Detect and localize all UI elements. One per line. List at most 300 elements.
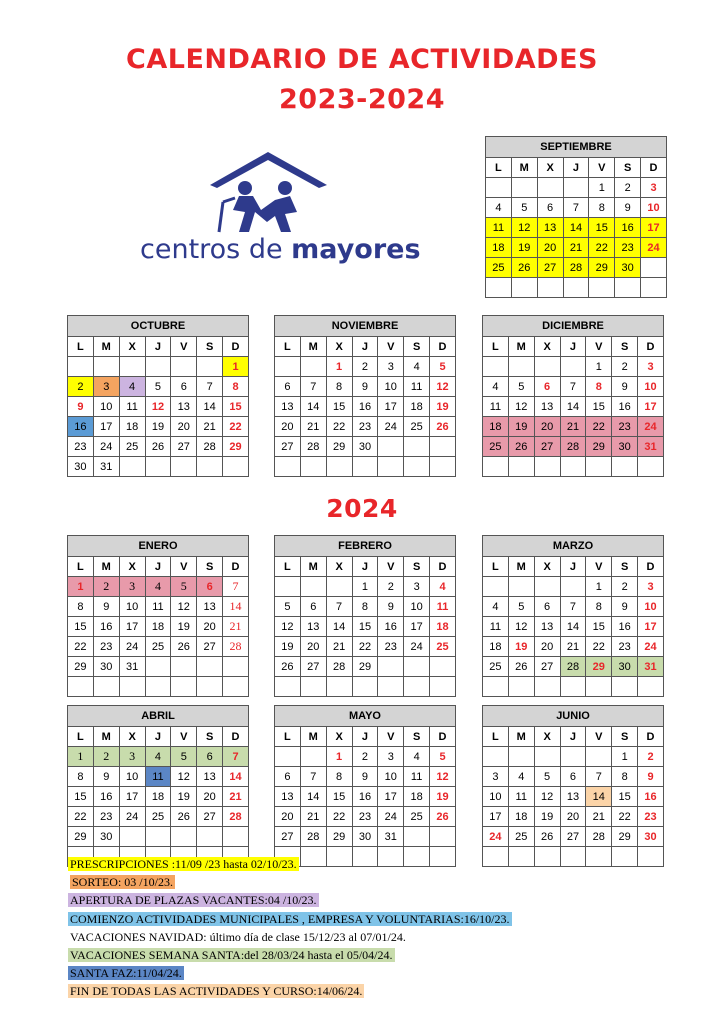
empty-cell [508,457,534,477]
empty-cell [404,677,430,697]
weekday-header: V [171,727,197,747]
empty-cell [483,357,509,377]
weekday-header: J [352,727,378,747]
empty-cell [68,357,94,377]
empty-cell [145,657,171,677]
empty-cell [560,847,586,867]
day-cell: 16 [352,397,378,417]
day-cell: 2 [93,577,119,597]
weekday-header: S [197,727,223,747]
empty-cell [508,357,534,377]
empty-cell [93,357,119,377]
empty-cell [586,747,612,767]
month-name: NOVIEMBRE [275,316,456,337]
day-cell: 29 [589,258,615,278]
empty-cell [483,577,509,597]
day-cell: 2 [352,747,378,767]
empty-cell [223,677,249,697]
day-cell: 11 [483,617,509,637]
day-cell: 27 [534,437,560,457]
weekday-header: M [300,557,326,577]
empty-cell [486,278,512,298]
day-cell: 17 [119,787,145,807]
day-cell: 23 [352,807,378,827]
empty-cell [171,357,197,377]
day-cell: 9 [93,597,119,617]
weekday-header: X [326,337,352,357]
day-cell: 23 [68,437,94,457]
empty-cell [378,457,404,477]
empty-cell [508,847,534,867]
day-cell: 6 [171,377,197,397]
day-cell: 21 [563,238,589,258]
weekday-header: D [638,337,664,357]
month-junio [482,705,664,867]
day-cell: 18 [404,787,430,807]
empty-cell [508,677,534,697]
day-cell: 17 [378,397,404,417]
day-cell: 13 [197,767,223,787]
day-cell: 19 [275,637,301,657]
day-cell: 16 [93,787,119,807]
legend-item: FIN DE TODAS LAS ACTIVIDADES Y CURSO:14/06/24. [70,984,363,999]
weekday-header: L [68,557,94,577]
day-cell: 25 [404,417,430,437]
day-cell: 10 [638,597,664,617]
day-cell: 19 [171,787,197,807]
empty-cell [197,677,223,697]
empty-cell [560,357,586,377]
empty-cell [352,677,378,697]
empty-cell [197,457,223,477]
legend-item: VACACIONES NAVIDAD: último día de clase 15/12/23 al 07/01/24. [70,929,406,944]
day-cell: 31 [93,457,119,477]
day-cell: 23 [638,807,664,827]
empty-cell [275,457,301,477]
day-cell: 9 [612,377,638,397]
empty-cell [486,178,512,198]
day-cell: 11 [508,787,534,807]
empty-cell [352,457,378,477]
weekday-header: D [223,337,249,357]
day-cell: 20 [534,417,560,437]
day-cell: 19 [534,807,560,827]
day-cell: 30 [638,827,664,847]
month-name: ABRIL [68,706,249,727]
day-cell: 18 [145,787,171,807]
day-cell: 25 [145,637,171,657]
day-cell: 15 [586,397,612,417]
day-cell: 9 [615,198,641,218]
day-cell: 15 [589,218,615,238]
day-cell: 29 [326,437,352,457]
day-cell: 10 [641,198,667,218]
day-cell: 4 [508,767,534,787]
weekday-header: S [612,337,638,357]
weekday-header: V [378,727,404,747]
empty-cell [534,847,560,867]
weekday-header: X [119,727,145,747]
day-cell: 24 [641,238,667,258]
day-cell: 20 [197,787,223,807]
day-cell: 4 [483,377,509,397]
day-cell: 22 [586,637,612,657]
day-cell: 5 [430,357,456,377]
day-cell: 3 [119,577,145,597]
month-name: MAYO [275,706,456,727]
day-cell: 5 [171,747,197,767]
empty-cell [534,457,560,477]
day-cell: 2 [612,577,638,597]
month-diciembre [482,315,664,477]
weekday-header: L [68,337,94,357]
day-cell: 1 [326,357,352,377]
day-cell: 13 [275,787,301,807]
day-cell: 2 [68,377,94,397]
day-cell: 22 [68,637,94,657]
day-cell: 17 [641,218,667,238]
day-cell: 22 [326,417,352,437]
empty-cell [537,178,563,198]
month-name: ENERO [68,536,249,557]
day-cell: 29 [586,657,612,677]
weekday-header: J [145,727,171,747]
day-cell: 22 [589,238,615,258]
day-cell: 12 [171,597,197,617]
day-cell: 22 [326,807,352,827]
day-cell: 13 [171,397,197,417]
day-cell: 21 [300,417,326,437]
day-cell: 10 [378,377,404,397]
weekday-header: V [586,557,612,577]
weekday-header: M [511,158,537,178]
day-cell: 17 [93,417,119,437]
day-cell: 17 [638,397,664,417]
day-cell: 31 [119,657,145,677]
weekday-header: V [586,337,612,357]
empty-cell [615,278,641,298]
day-cell: 21 [586,807,612,827]
day-cell: 12 [275,617,301,637]
month-enero [67,535,249,697]
weekday-header: M [508,727,534,747]
empty-cell [586,677,612,697]
day-cell: 12 [171,767,197,787]
day-cell: 1 [586,357,612,377]
day-cell: 4 [145,747,171,767]
empty-cell [378,677,404,697]
weekday-header: J [560,557,586,577]
day-cell: 11 [430,597,456,617]
day-cell: 22 [612,807,638,827]
day-cell: 10 [119,767,145,787]
day-cell: 14 [560,617,586,637]
weekday-header: V [586,727,612,747]
month-name: MARZO [483,536,664,557]
empty-cell [589,278,615,298]
day-cell: 3 [378,357,404,377]
day-cell: 5 [508,597,534,617]
empty-cell [430,437,456,457]
month-noviembre [274,315,456,477]
empty-cell [483,677,509,697]
month-name: JUNIO [483,706,664,727]
day-cell: 28 [560,657,586,677]
weekday-header: M [508,337,534,357]
day-cell: 13 [300,617,326,637]
day-cell: 17 [119,617,145,637]
empty-cell [586,457,612,477]
day-cell: 7 [563,198,589,218]
day-cell: 1 [68,577,94,597]
weekday-header: J [560,727,586,747]
weekday-header: L [483,337,509,357]
day-cell: 1 [326,747,352,767]
empty-cell [197,827,223,847]
day-cell: 5 [275,597,301,617]
empty-cell [275,677,301,697]
day-cell: 25 [430,637,456,657]
empty-cell [483,747,509,767]
day-cell: 18 [430,617,456,637]
day-cell: 23 [612,417,638,437]
empty-cell [171,677,197,697]
day-cell: 24 [119,637,145,657]
month-abril [67,705,249,867]
day-cell: 24 [483,827,509,847]
weekday-header: S [404,727,430,747]
day-cell: 13 [537,218,563,238]
day-cell: 30 [615,258,641,278]
weekday-header: M [508,557,534,577]
day-cell: 8 [612,767,638,787]
day-cell: 1 [352,577,378,597]
day-cell: 19 [430,787,456,807]
empty-cell [275,357,301,377]
empty-cell [300,747,326,767]
empty-cell [404,657,430,677]
empty-cell [326,577,352,597]
day-cell: 7 [560,597,586,617]
empty-cell [145,357,171,377]
day-cell: 4 [145,577,171,597]
weekday-header: L [483,727,509,747]
day-cell: 14 [326,617,352,637]
empty-cell [300,577,326,597]
day-cell: 25 [508,827,534,847]
month-name: SEPTIEMBRE [486,137,667,158]
empty-cell [300,357,326,377]
day-cell: 23 [93,807,119,827]
day-cell: 8 [589,198,615,218]
day-cell: 11 [404,767,430,787]
day-cell: 29 [68,827,94,847]
empty-cell [223,827,249,847]
empty-cell [68,677,94,697]
day-cell: 14 [563,218,589,238]
day-cell: 15 [326,397,352,417]
day-cell: 20 [171,417,197,437]
empty-cell [430,827,456,847]
month-name: OCTUBRE [68,316,249,337]
day-cell: 9 [352,377,378,397]
empty-cell [430,457,456,477]
day-cell: 7 [300,767,326,787]
day-cell: 27 [300,657,326,677]
day-cell: 8 [68,597,94,617]
day-cell: 28 [326,657,352,677]
empty-cell [430,657,456,677]
day-cell: 30 [612,657,638,677]
day-cell: 26 [508,437,534,457]
day-cell: 26 [430,417,456,437]
weekday-header: J [563,158,589,178]
day-cell: 23 [615,238,641,258]
day-cell: 27 [275,827,301,847]
weekday-header: V [171,557,197,577]
day-cell: 3 [93,377,119,397]
day-cell: 26 [430,807,456,827]
weekday-header: D [638,557,664,577]
day-cell: 20 [560,807,586,827]
day-cell: 29 [326,827,352,847]
day-cell: 27 [275,437,301,457]
empty-cell [275,747,301,767]
day-cell: 20 [275,807,301,827]
day-cell: 15 [326,787,352,807]
day-cell: 11 [483,397,509,417]
empty-cell [508,747,534,767]
day-cell: 21 [223,617,249,637]
weekday-header: J [352,337,378,357]
day-cell: 29 [586,437,612,457]
day-cell: 15 [586,617,612,637]
day-cell: 24 [404,637,430,657]
weekday-header: S [197,337,223,357]
day-cell: 2 [352,357,378,377]
day-cell: 8 [352,597,378,617]
day-cell: 23 [352,417,378,437]
day-cell: 9 [638,767,664,787]
weekday-header: M [93,727,119,747]
day-cell: 24 [378,417,404,437]
empty-cell [508,577,534,597]
weekday-header: D [223,727,249,747]
day-cell: 21 [560,637,586,657]
day-cell: 20 [275,417,301,437]
day-cell: 18 [508,807,534,827]
day-cell: 20 [537,238,563,258]
day-cell: 26 [511,258,537,278]
day-cell: 19 [508,637,534,657]
weekday-header: L [275,557,301,577]
day-cell: 16 [612,397,638,417]
day-cell: 2 [93,747,119,767]
weekday-header: M [300,337,326,357]
day-cell: 7 [223,577,249,597]
empty-cell [223,457,249,477]
weekday-header: J [560,337,586,357]
day-cell: 17 [404,617,430,637]
year-2024-heading: 2024 [326,494,398,523]
legend-item: PRESCRIPCIONES :11/09 /23 hasta 02/10/23. [70,857,297,871]
weekday-header: D [430,557,456,577]
day-cell: 20 [300,637,326,657]
day-cell: 27 [537,258,563,278]
weekday-header: S [612,727,638,747]
day-cell: 7 [300,377,326,397]
day-cell: 4 [119,377,145,397]
day-cell: 19 [145,417,171,437]
empty-cell [638,457,664,477]
day-cell: 18 [486,238,512,258]
day-cell: 6 [197,747,223,767]
empty-cell [641,278,667,298]
day-cell: 6 [275,767,301,787]
empty-cell [326,677,352,697]
weekday-header: S [612,557,638,577]
day-cell: 11 [486,218,512,238]
day-cell: 7 [586,767,612,787]
day-cell: 27 [560,827,586,847]
day-cell: 22 [68,807,94,827]
weekday-header: D [638,727,664,747]
day-cell: 16 [352,787,378,807]
legend-item: APERTURA DE PLAZAS VACANTES:04 /10/23. [70,893,317,908]
empty-cell [378,437,404,457]
day-cell: 31 [638,657,664,677]
weekday-header: X [119,557,145,577]
month-name: DICIEMBRE [483,316,664,337]
day-cell: 27 [197,807,223,827]
day-cell: 20 [534,637,560,657]
day-cell: 8 [68,767,94,787]
day-cell: 29 [68,657,94,677]
day-cell: 28 [586,827,612,847]
day-cell: 15 [352,617,378,637]
day-cell: 22 [352,637,378,657]
day-cell: 30 [352,827,378,847]
day-cell: 13 [534,397,560,417]
empty-cell [511,178,537,198]
day-cell: 17 [378,787,404,807]
day-cell: 6 [275,377,301,397]
day-cell: 19 [508,417,534,437]
day-cell: 4 [483,597,509,617]
day-cell: 17 [638,617,664,637]
day-cell: 13 [197,597,223,617]
empty-cell [563,178,589,198]
day-cell: 14 [586,787,612,807]
weekday-header: L [68,727,94,747]
weekday-header: D [641,158,667,178]
day-cell: 18 [119,417,145,437]
empty-cell [326,457,352,477]
day-cell: 9 [93,767,119,787]
weekday-header: D [430,337,456,357]
day-cell: 13 [560,787,586,807]
day-cell: 12 [511,218,537,238]
day-cell: 19 [511,238,537,258]
day-cell: 28 [300,437,326,457]
empty-cell [430,677,456,697]
day-cell: 22 [586,417,612,437]
empty-cell [641,258,667,278]
day-cell: 3 [119,747,145,767]
day-cell: 1 [223,357,249,377]
month-octubre [67,315,249,477]
day-cell: 6 [534,377,560,397]
